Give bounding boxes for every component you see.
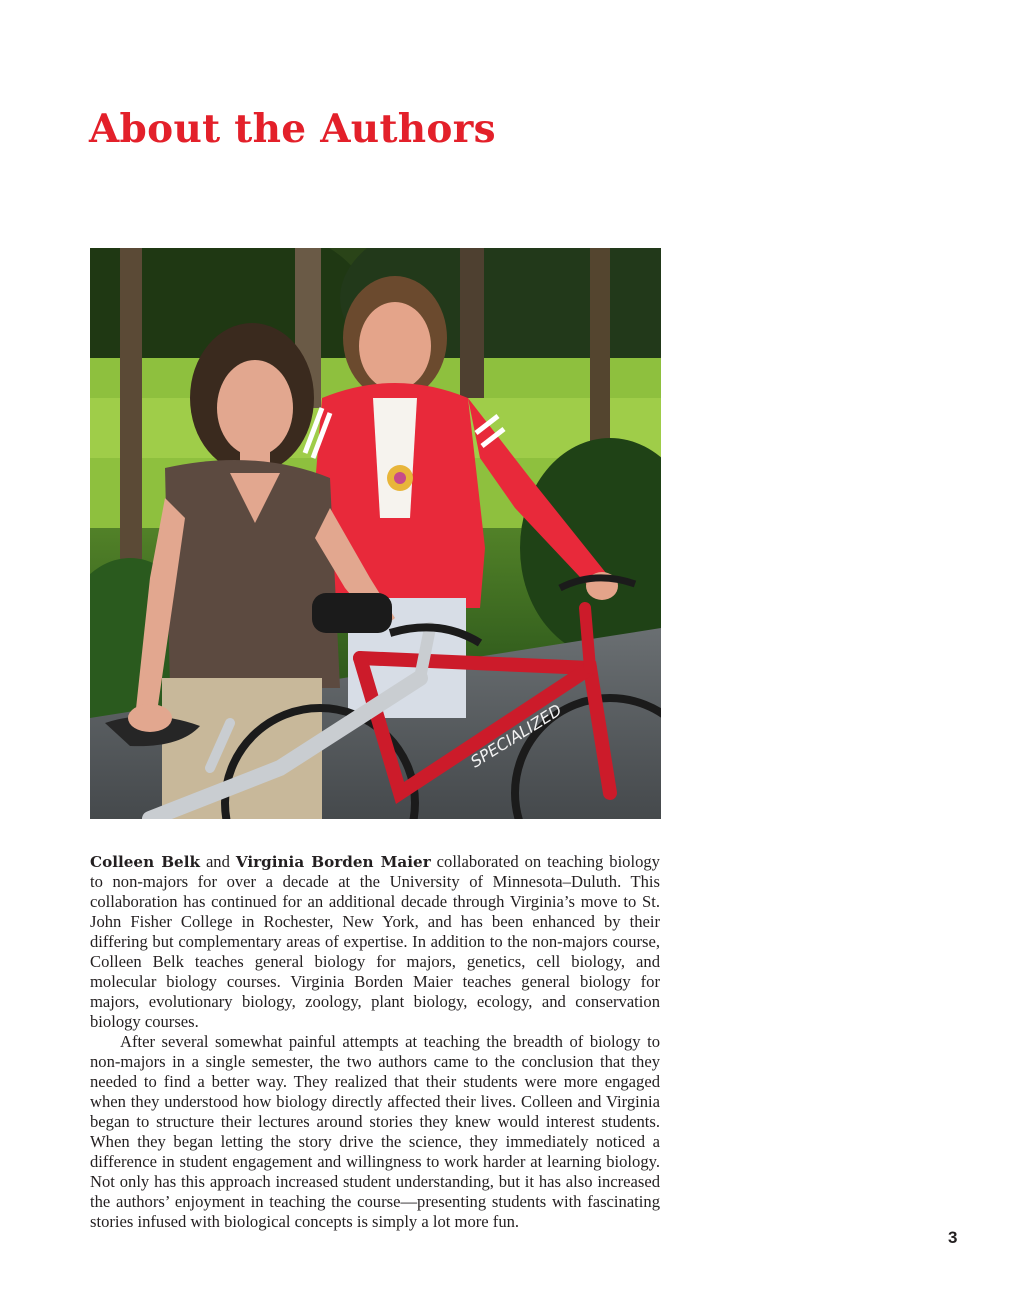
- page-title: About the Authors: [89, 106, 496, 152]
- conjunction-text: and: [200, 852, 236, 871]
- body-text: [90, 852, 660, 1232]
- paragraph-1: [90, 852, 660, 1032]
- paragraph-2: After several somewhat painful attempts at teaching the breadth of biology to non-majors in a single semester, the two authors came to the conclusion that they needed to find a better way. They realized that their students were more engaged when they understood how biology directly affected their lives. Colleen and Virginia began to structure their lectures around stories they knew would interest students. When they began letting the story drive the science, they immediately noticed a difference in student engagement and willingness to work harder at learning biology. Not only has this approach increased student understanding, but it has also increased the authors’ enjoyment in teaching the course—presenting students with fascinating stories infused with biological concepts is simply a lot more fun.: [90, 1032, 660, 1231]
- author-photo: [90, 248, 661, 819]
- author-photo-illustration: [90, 248, 661, 819]
- author-name-colleen: Colleen Belk: [90, 853, 200, 871]
- bike-brand-text: SPECIALIZED: [467, 700, 566, 772]
- paragraph-1-text: collaborated on teaching biology to non-majors for over a decade at the University of Minnesota–Duluth. This collaboration has continued for an additional decade through Virginia’s move to St. John Fisher College in Rochester, New York, and has been enhanced by their differing but complementary areas of expertise. In addition to the non-majors course, Colleen Belk teaches general biology for majors, genetics, cell biology, and molecular biology courses. Virginia Borden Maier teaches general biology for majors, evolutionary biology, zoology, plant biology, ecology, and conservation biology courses.: [90, 852, 660, 1031]
- page-number: 3: [948, 1228, 958, 1247]
- author-name-virginia: Virginia Borden Maier: [235, 853, 431, 871]
